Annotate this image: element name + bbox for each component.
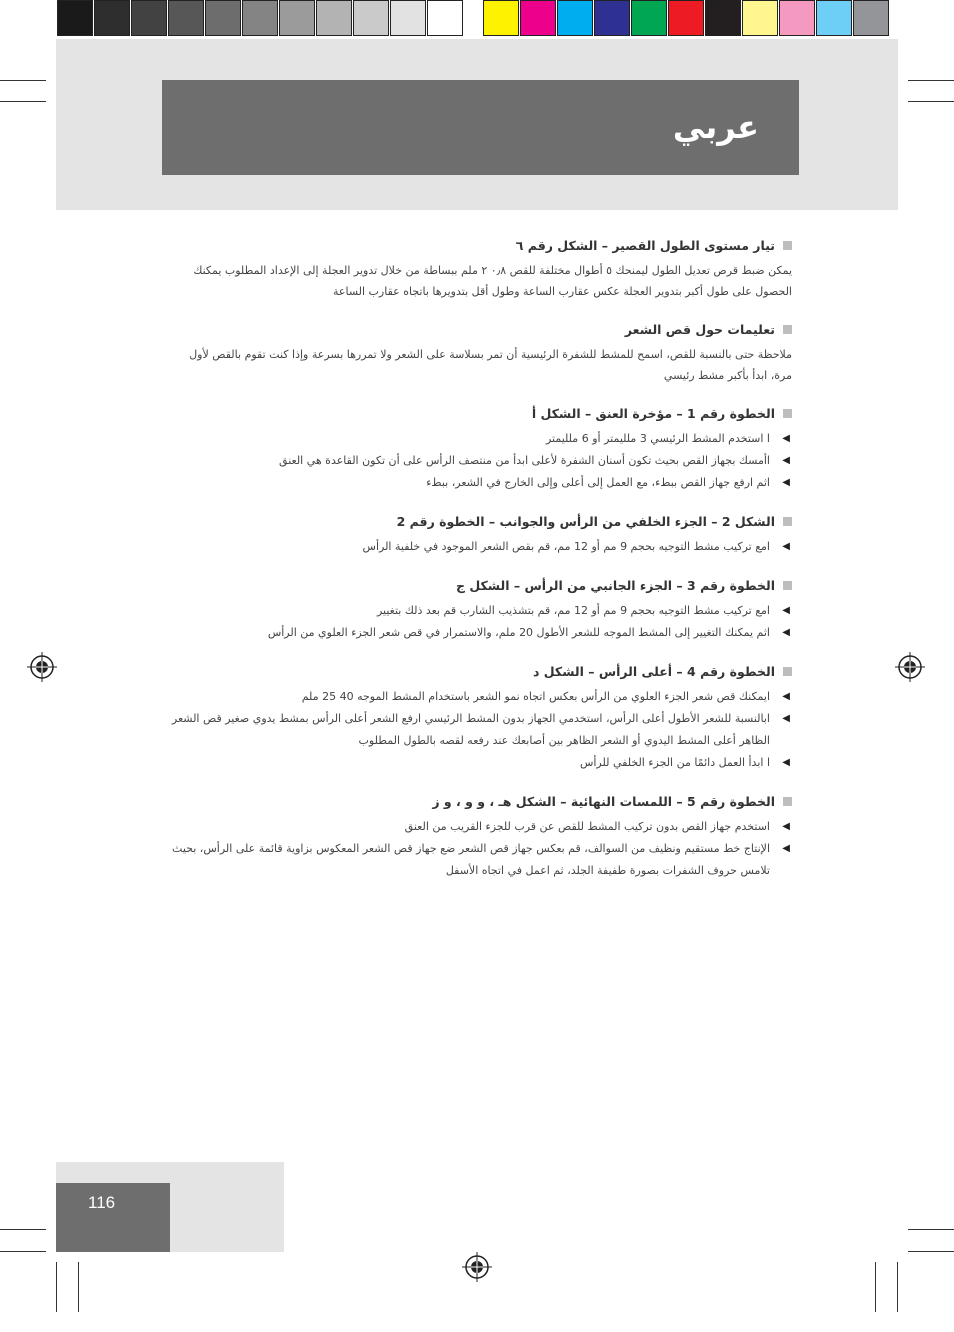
section-heading-text: الخطوة رقم 4 – أعلى الرأس – الشكل د <box>533 664 775 679</box>
list-item <box>170 838 792 882</box>
triangle-bullet-icon: ◀ <box>782 691 790 702</box>
crop-mark <box>56 1262 57 1312</box>
triangle-bullet-icon: ◀ <box>782 757 790 768</box>
section-heading <box>170 406 792 421</box>
section-heading <box>170 664 792 679</box>
registration-mark-left-icon <box>27 652 57 682</box>
header-box <box>162 80 799 175</box>
triangle-bullet-icon: ◀ <box>782 455 790 466</box>
step-list <box>170 600 792 644</box>
page-number-box <box>56 1183 170 1252</box>
section-heading <box>170 578 792 593</box>
crop-mark <box>908 1229 954 1230</box>
registration-mark-bottom-icon <box>462 1252 492 1282</box>
color-swatch <box>816 0 852 36</box>
square-bullet-icon <box>783 797 792 806</box>
page-number: 116 <box>88 1193 116 1212</box>
section <box>170 322 792 386</box>
section-paragraph: يمكن ضبط قرص تعديل الطول ليمنحك ٥ أطوال مختلفة للقص ٠٫٨ ٢ ملم ببساطة من خلال تدوير العجلة إلى الإعداد المطلوب يمكنك الحصول على طول أكبر بتدوير العجلة عكس عقارب الساعة وطول أقل بتدويرها باتجاه عقارب الساعة <box>193 264 792 298</box>
color-swatch <box>668 0 704 36</box>
gray-swatch <box>427 0 463 36</box>
triangle-bullet-icon: ◀ <box>782 605 790 616</box>
section-heading-text: الخطوة رقم 1 – مؤخرة العنق – الشكل أ <box>531 406 775 421</box>
color-swatch <box>853 0 889 36</box>
page-title: عربي <box>672 108 759 146</box>
list-item-text: ا ابدأ العمل دائمًا من الجزء الخلفي للرأس <box>579 756 770 769</box>
section-heading <box>170 238 792 253</box>
list-item-text: اثم يمكنك التغيير إلى المشط الموجه للشعر الأطول 20 ملم، والاستمرار في قص شعر الجزء العلوي من الرأس <box>267 626 770 639</box>
color-swatch <box>557 0 593 36</box>
list-item-text: ا استخدم المشط الرئيسي 3 ملليمتر أو 6 ملليمتر <box>545 432 770 445</box>
gray-swatch <box>353 0 389 36</box>
square-bullet-icon <box>783 325 792 334</box>
section-heading-text: تيار مستوى الطول القصير – الشكل رقم ٦ <box>515 238 775 253</box>
crop-mark <box>0 1251 46 1252</box>
list-item <box>170 752 792 774</box>
triangle-bullet-icon: ◀ <box>782 713 790 724</box>
section-heading <box>170 322 792 337</box>
color-swatch <box>742 0 778 36</box>
section-heading-text: الشكل 2 – الجزء الخلفي من الرأس والجوانب – الخطوة رقم 2 <box>396 514 775 529</box>
crop-mark <box>908 1251 954 1252</box>
list-item <box>170 536 792 558</box>
crop-mark <box>0 80 46 81</box>
crop-mark <box>908 80 954 81</box>
section-heading-text: تعليمات حول قص الشعر <box>624 322 775 337</box>
section <box>170 514 792 558</box>
crop-mark <box>875 1262 876 1312</box>
section <box>170 238 792 302</box>
triangle-bullet-icon: ◀ <box>782 843 790 854</box>
gray-swatch <box>242 0 278 36</box>
registration-mark-right-icon <box>895 652 925 682</box>
step-list <box>170 428 792 494</box>
gray-swatch <box>316 0 352 36</box>
color-swatch <box>483 0 519 36</box>
crop-mark <box>908 101 954 102</box>
triangle-bullet-icon: ◀ <box>782 627 790 638</box>
triangle-bullet-icon: ◀ <box>782 477 790 488</box>
gray-swatch <box>57 0 93 36</box>
triangle-bullet-icon: ◀ <box>782 821 790 832</box>
crop-mark <box>78 1262 79 1312</box>
list-item <box>170 428 792 450</box>
color-swatch <box>631 0 667 36</box>
gray-swatch <box>390 0 426 36</box>
list-item <box>170 600 792 622</box>
section <box>170 406 792 494</box>
list-item <box>170 816 792 838</box>
list-item-text: اأمسك بجهاز القص بحيث تكون أسنان الشفرة لأعلى ابدأ من منتصف الرأس على أن تكون القاعدة هي العنق <box>279 454 770 467</box>
triangle-bullet-icon: ◀ <box>782 433 790 444</box>
section <box>170 578 792 644</box>
list-item-text: ايمكنك قص شعر الجزء العلوي من الرأس بعكس اتجاه نمو الشعر باستخدام المشط الموجه 40 25 ملم <box>301 690 770 703</box>
crop-mark <box>0 101 46 102</box>
square-bullet-icon <box>783 517 792 526</box>
gray-swatch <box>168 0 204 36</box>
color-swatch <box>520 0 556 36</box>
list-item <box>170 708 792 752</box>
section-paragraph: ملاحظة حتى بالنسبة للقص، اسمح للمشط للشفرة الرئيسية أن تمر بسلاسة على الشعر ولا تمررها بسرعة وإذا كنت تقوم بالقص لأول مرة، ابدأ بأكبر مشط رئيسي <box>189 348 792 382</box>
section-heading-text: الخطوة رقم 3 – الجزء الجانبي من الرأس – الشكل ج <box>456 578 775 593</box>
section-heading <box>170 794 792 809</box>
list-item-text: ابالنسبة للشعر الأطول أعلى الرأس، استخدمي الجهاز بدون المشط الرئيسي ارفع الشعر أعلى الرأس بمشط يدوي صغير قص الشعر الظاهر أعلى المشط اليدوي أو الشعر الظاهر بين أصابعك عند رفعه لقصه بالطول المطلوب <box>171 712 770 747</box>
list-item <box>170 686 792 708</box>
square-bullet-icon <box>783 409 792 418</box>
triangle-bullet-icon: ◀ <box>782 541 790 552</box>
square-bullet-icon <box>783 581 792 590</box>
section <box>170 664 792 774</box>
list-item-text: اثم ارفع جهاز القص ببطء، مع العمل إلى أعلى وإلى الخارج في الشعر، ببطء <box>426 476 770 489</box>
list-item-text: امع تركيب مشط التوجيه بحجم 9 مم أو 12 مم، قم بقص الشعر الموجود في خلفية الرأس <box>362 540 770 553</box>
gray-calibration-bar <box>57 0 464 38</box>
list-item-text: استخدم جهاز القص بدون تركيب المشط للقص عن قرب للجزء القريب من العنق <box>404 820 770 833</box>
color-calibration-bar <box>483 0 890 38</box>
section-heading <box>170 514 792 529</box>
color-swatch <box>779 0 815 36</box>
section <box>170 794 792 882</box>
section-heading-text: الخطوة رقم 5 – اللمسات النهائية – الشكل هـ ، و و ، و ز <box>432 794 775 809</box>
crop-mark <box>0 1229 46 1230</box>
color-swatch <box>594 0 630 36</box>
gray-swatch <box>279 0 315 36</box>
list-item <box>170 622 792 644</box>
gray-swatch <box>205 0 241 36</box>
step-list <box>170 536 792 558</box>
crop-mark <box>897 1262 898 1312</box>
gray-swatch <box>94 0 130 36</box>
gray-swatch <box>131 0 167 36</box>
list-item-text: امع تركيب مشط التوجيه بحجم 9 مم أو 12 مم، قم بتشذيب الشارب قم بعد ذلك بتغيير <box>376 604 770 617</box>
square-bullet-icon <box>783 667 792 676</box>
list-item <box>170 450 792 472</box>
color-swatch <box>705 0 741 36</box>
list-item <box>170 472 792 494</box>
list-item-text: الإنتاج خط مستقيم ونظيف من السوالف، قم بعكس جهاز قص الشعر ضع جهاز قص الشعر المعكوس بزاوية قائمة على الرأس، بحيث تلامس حروف الشفرات بصورة طفيفة الجلد، ثم اعمل في اتجاه الأسفل <box>172 842 770 877</box>
document-body <box>170 238 792 902</box>
step-list <box>170 816 792 882</box>
step-list <box>170 686 792 774</box>
square-bullet-icon <box>783 241 792 250</box>
